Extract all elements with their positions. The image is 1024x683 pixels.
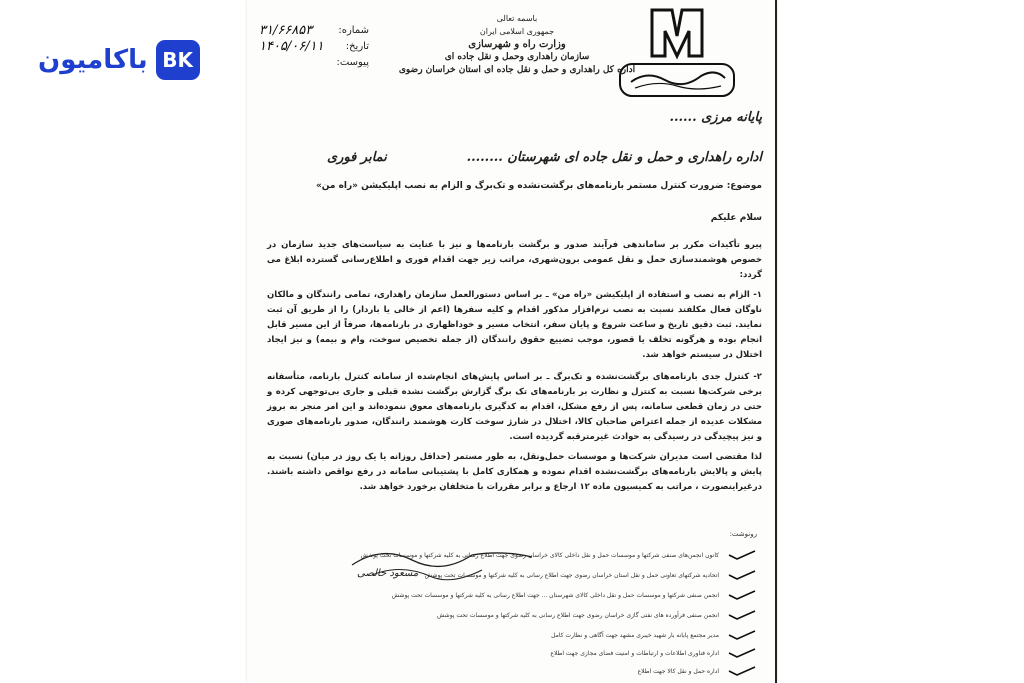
checkmark-icon	[727, 549, 757, 561]
cc-item-text: مدیر مجتمع پایانه بار شهید خیبری مشهد جهت آگاهی و نظارت کامل	[551, 631, 719, 639]
office-name: اداره کل راهداری و حمل و نقل جاده ای استان خراسان رضوی	[398, 65, 636, 75]
cc-item	[317, 644, 757, 662]
cc-item	[317, 662, 757, 680]
page-edge	[775, 0, 777, 683]
cc-item	[317, 586, 757, 604]
checkmark-icon	[727, 629, 757, 641]
paragraph-app-requirement: ۱- الزام به نصب و استفاده از اپلیکیشن «راه من» ـ بر اساس دستورالعمل سازمان راهداری، تمامی رانندگان و مالکان ناوگان فعال مکلفند نسبت به نصب نرم‌افزار مذکور اقدام و کلیه سفرها (اعم از خالی یا باردار) را از طریق آن ثبت نمایند. ثبت دقیق تاریخ و ساعت شروع و پایان سفر، انتخاب مسیر و خوداظهاری در بارنامه‌ها، صرفاً از این مسیر قابل انجام بوده و هرگونه تخلف یا قصور، موجب تضییع حقوق رانندگان (از جمله تخصیص سوخت، وام و بیمه) و نیز ایجاد اختلال در سیستم خواهد شد.	[267, 290, 762, 360]
recipient-city-office: اداره راهداری و حمل و نقل جاده ای شهرستان ........	[466, 150, 762, 165]
letter-subject: موضوع: ضرورت کنترل مستمر بارنامه‌های برگشت‌نشده و تک‌برگ و الزام به نصب اپلیکیشن «راه من»	[315, 181, 762, 191]
checkmark-icon	[727, 569, 757, 581]
brand	[38, 40, 200, 80]
cc-item	[317, 626, 757, 644]
cc-item-text: اتحادیه شرکتهای تعاونی حمل و نقل استان خراسان رضوی جهت اطلاع رسانی به کلیه شرکتها و موسسات تحت پوشش	[424, 571, 719, 579]
brand-name: باکامیون	[38, 45, 148, 75]
number-label: شماره:	[338, 24, 369, 36]
signatory-name: مسعود خالصی	[357, 568, 419, 579]
republic-name: جمهوری اسلامی ایران	[479, 27, 555, 36]
cc-item-text: انجمن صنفی شرکتها و موسسات حمل و نقل داخلی کالای شهرستان ... جهت اطلاع رسانی به کلیه شرکتها و موسسات تحت پوشش	[391, 591, 719, 599]
checkmark-icon	[727, 609, 757, 621]
paragraph-waybill-control: ۲- کنترل جدی بارنامه‌های برگشت‌نشده و تک‌برگ ـ بر اساس پایش‌های انجام‌شده از سامانه کنترل بارنامه، متأسفانه برخی شرکت‌ها نسبت به کنترل و نظارت بر بارنامه‌های تک برگ گزارش برگشت نشده قبلی و جاری بی‌توجهی کرده و حتی در زمان قطعی سامانه، پس از رفع مشکل، اقدام به کدگیری بارنامه‌های معوق ننموده‌اند و این امر منجر به بروز مشکلات عدیده از جمله اعتراض صاحبان کالا، اختلال در شارژ سوخت کارت هوشمند رانندگان، صدور بارنامه‌های صوری و نیز پیچیدگی در رسیدگی به حوادث غیرمترقبه گردیده است.	[267, 372, 762, 442]
letter-heading	[397, 12, 637, 77]
urgent-fax-note: نمابر فوری	[327, 150, 387, 165]
paragraph-conclusion: لذا مقتضی است مدیران شرکت‌ها و موسسات حمل‌ونقل، به طور مستمر (حداقل روزانه یا یک روز در میان) نسبت به پایش و پالایش بارنامه‌های برگشت‌نشده اقدام نموده و همکاری کامل با پشتیبانی سامانه در رفع نواقص داشته باشند. درغیراینصورت ، مراتب به کمیسیون ماده ۱۲ ارجاع و برابر مقررات با متخلفان برخورد خواهد شد.	[267, 452, 762, 492]
checkmark-icon	[727, 589, 757, 601]
attachment-label: پیوست:	[336, 56, 369, 68]
cc-item-text: انجمن صنفی فرآورده های نفتی گازی خراسان رضوی جهت اطلاع رسانی به کلیه شرکتها و موسسات تحت پوشش	[437, 611, 719, 619]
organization-name: سازمان راهداری وحمل و نقل جاده ای	[444, 52, 590, 62]
greeting: سلام علیکم	[710, 213, 762, 223]
letter-document	[247, 0, 777, 683]
date-value: ۱۴۰۵/۰۶/۱۱	[259, 38, 324, 54]
number-value: ۳۱/۶۶۸۵۳	[259, 22, 313, 38]
checkmark-icon	[727, 647, 757, 659]
basmala: باسمه تعالی	[496, 14, 538, 23]
cc-title: رونوشت:	[729, 530, 757, 538]
cc-item-text: اداره فناوری اطلاعات و ارتباطات و امنیت فضای مجازی جهت اطلاع	[550, 649, 719, 657]
cc-item-text: کانون انجمن‌های صنفی شرکتها و موسسات حمل و نقل داخلی کالای خراسان رضوی جهت اطلاع رسانی به کلیه شرکتها و موسسات تحت پوشش	[360, 551, 719, 559]
intro-paragraph: پیرو تأکیدات مکرر بر ساماندهی فرآیند صدور و برگشت بارنامه‌ها و نیز با عنایت به سیاست‌های جدید سازمان در خصوص هوشمندسازی حمل و نقل عمومی برون‌شهری، مراتب زیر جهت اقدام فوری و اطلاع‌رسانی گسترده ابلاغ می گردد:	[267, 240, 762, 280]
ministry-name: وزارت راه و شهرسازی	[468, 39, 566, 50]
brand-logo: BK	[156, 40, 200, 80]
letter-meta	[259, 22, 369, 70]
cc-item	[317, 606, 757, 624]
cc-item	[317, 566, 757, 584]
cc-item	[317, 546, 757, 564]
checkmark-icon	[727, 665, 757, 677]
recipient-border-terminal: پایانه مرزی ......	[669, 110, 762, 125]
cc-item-text: اداره حمل و نقل کالا جهت اطلاع	[637, 667, 719, 675]
date-label: تاریخ:	[345, 40, 369, 52]
